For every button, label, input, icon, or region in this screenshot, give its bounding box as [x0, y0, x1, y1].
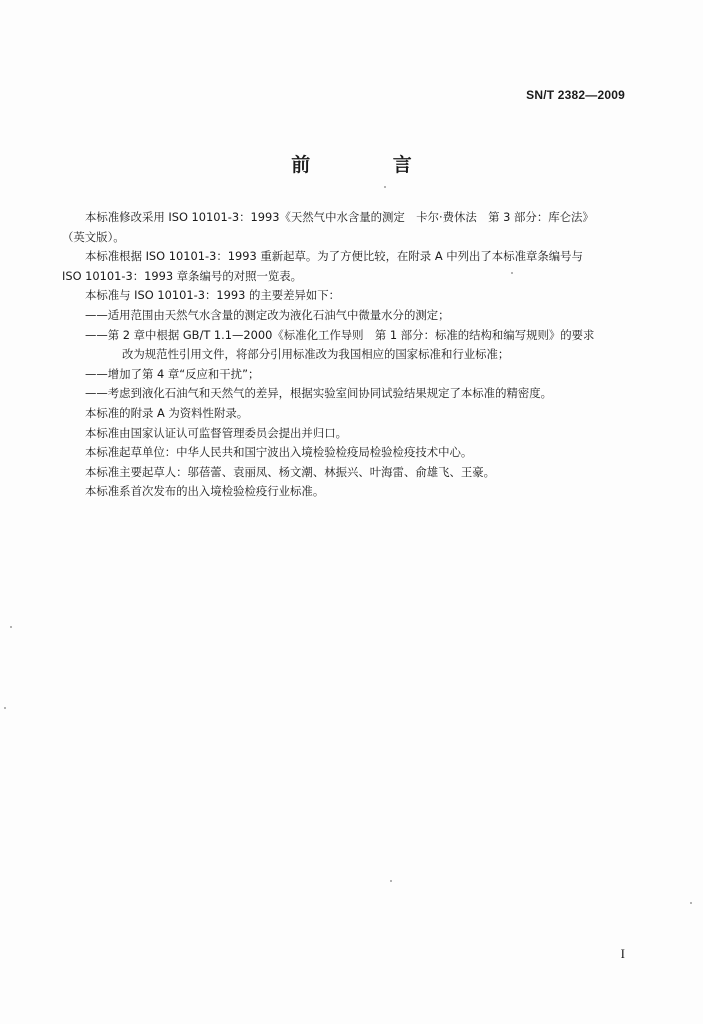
scan-speck [511, 272, 513, 274]
paragraph-redraft-cont: ISO 10101-3：1993 章条编号的对照一览表。 [62, 268, 303, 283]
scan-speck [4, 707, 6, 709]
paragraph-redraft: 本标准根据 ISO 10101-3：1993 重新起草。为了方便比较，在附录 A 中列出了本标准章条编号与 [85, 249, 583, 264]
paragraph-adoption-cont: （英文版）。 [62, 229, 125, 244]
paragraph-drafters: 本标准主要起草人：邬蓓蕾、袁丽凤、杨文潮、林振兴、叶海雷、俞雄飞、王豪。 [85, 464, 496, 479]
difference-item-chapter4: ——增加了第 4 章“反应和干扰”； [85, 366, 260, 381]
page-number: I [620, 946, 625, 961]
foreword-body [62, 208, 642, 502]
scan-speck [384, 186, 386, 188]
difference-item-references: ——第 2 章中根据 GB/T 1.1—2000《标准化工作导则 第 1 部分：标准的结构和编写规则》的要求 [85, 327, 595, 342]
difference-item-references-cont: 改为规范性引用文件，将部分引用标准改为我国相应的国家标准和行业标准； [122, 347, 510, 362]
paragraph-proposer: 本标准由国家认证认可监督管理委员会提出并归口。 [85, 425, 347, 440]
paragraph-first-issue: 本标准系首次发布的出入境检验检疫行业标准。 [85, 484, 325, 499]
paragraph-differences-intro: 本标准与 ISO 10101-3：1993 的主要差异如下： [85, 288, 341, 303]
scan-speck [690, 902, 692, 904]
scan-speck [10, 626, 12, 628]
standard-code: SN/T 2382—2009 [526, 88, 625, 102]
paragraph-annex: 本标准的附录 A 为资料性附录。 [85, 405, 249, 420]
paragraph-drafting-unit: 本标准起草单位：中华人民共和国宁波出入境检验检疫局检验检疫技术中心。 [85, 445, 473, 460]
scan-speck [390, 880, 392, 882]
difference-item-scope: ——适用范围由天然气水含量的测定改为液化石油气中微量水分的测定； [85, 307, 450, 322]
page-title: 前 言 [291, 154, 450, 176]
paragraph-adoption: 本标准修改采用 ISO 10101-3：1993《天然气中水含量的测定 卡尔·费休法 第 3 部分：库仑法》 [85, 210, 594, 224]
difference-item-precision: ——考虑到液化石油气和天然气的差异，根据实验室间协同试验结果规定了本标准的精密度。 [85, 386, 553, 401]
